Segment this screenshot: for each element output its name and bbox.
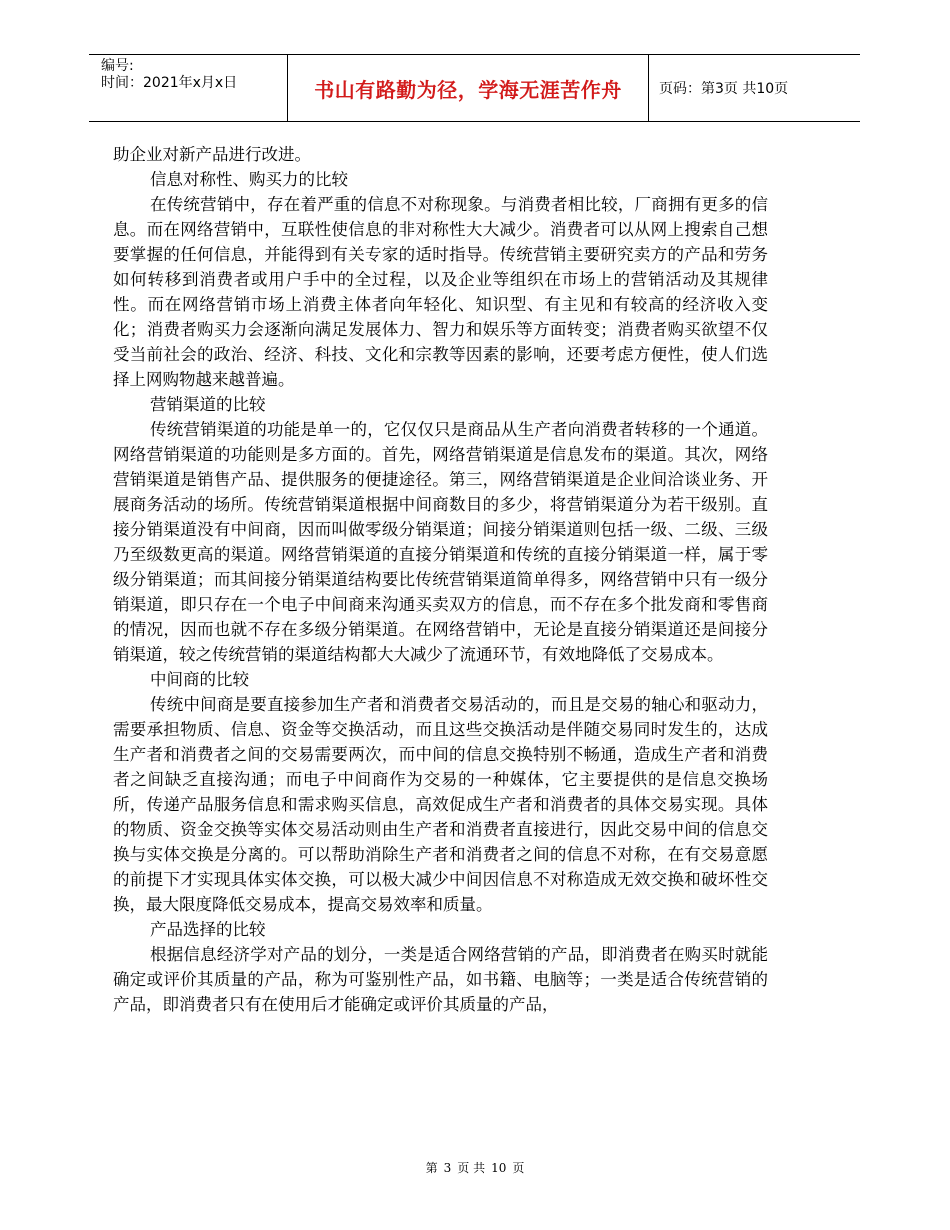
footer-suffix: 页 bbox=[512, 1161, 525, 1175]
code-label: 编号: bbox=[101, 58, 134, 74]
document-body bbox=[113, 142, 768, 1017]
page-header bbox=[89, 54, 860, 122]
paragraph: 根据信息经济学对产品的划分，一类是适合网络营销的产品，即消费者在购买时就能确定或评价其质量的产品，称为可鉴别性产品，如书籍、电脑等；一类是适合传统营销的产品，即消费者只有在使用后才能确定或评价其质量的产品， bbox=[113, 945, 768, 1014]
footer-page-number: 3 bbox=[443, 1161, 452, 1175]
section-heading: 中间商的比较 bbox=[150, 670, 249, 689]
paragraph: 传统中间商是要直接参加生产者和消费者交易活动的，而且是交易的轴心和驱动力，需要承担物质、信息、资金等交换活动，而且这些交换活动是伴随交易同时发生的，达成生产者和消费者之间的交易需要两次，而中间的信息交换特别不畅通，造成生产者和消费者之间缺乏直接沟通；而电子中间商作为交易的一种媒体，它主要提供的是信息交换场所，传递产品服务信息和需求购买信息，高效促成生产者和消费者的具体交易实现。具体的物质、资金交换等实体交易活动则由生产者和消费者直接进行，因此交易中间的信息交换与实体交换是分离的。可以帮助消除生产者和消费者之间的信息不对称，在有交易意愿的前提下才实现具体实体交换，可以极大减少中间因信息不对称造成无效交换和破坏性交换，最大限度降低交易成本，提高交易效率和质量。 bbox=[113, 695, 768, 914]
page-footer bbox=[0, 1159, 950, 1176]
section-heading: 产品选择的比较 bbox=[150, 920, 266, 939]
footer-prefix: 第 bbox=[425, 1161, 438, 1175]
footer-total-pages: 10 bbox=[491, 1161, 507, 1175]
time-label: 时间：2021年x月x日 bbox=[101, 75, 238, 91]
footer-middle: 页 共 bbox=[457, 1161, 486, 1175]
header-meta bbox=[89, 55, 287, 121]
paragraph: 在传统营销中，存在着严重的信息不对称现象。与消费者相比较，厂商拥有更多的信息。而在网络营销中，互联性使信息的非对称性大大减少。消费者可以从网上搜索自己想要掌握的任何信息，并能得到有关专家的适时指导。传统营销主要研究卖方的产品和劳务如何转移到消费者或用户手中的全过程，以及企业等组织在市场上的营销活动及其规律性。而在网络营销市场上消费主体者向年轻化、知识型、有主见和有较高的经济收入变化；消费者购买力会逐渐向满足发展体力、智力和娱乐等方面转变；消费者购买欲望不仅受当前社会的政治、经济、科技、文化和宗教等因素的影响，还要考虑方便性，使人们选择上网购物越来越普遍。 bbox=[113, 195, 768, 389]
header-motto: 书山有路勤为径，学海无涯苦作舟 bbox=[287, 55, 649, 121]
paragraph: 传统营销渠道的功能是单一的，它仅仅只是商品从生产者向消费者转移的一个通道。网络营销渠道的功能则是多方面的。首先，网络营销渠道是信息发布的渠道。其次，网络营销渠道是销售产品、提供服务的便捷途径。第三，网络营销渠道是企业间洽谈业务、开展商务活动的场所。传统营销渠道根据中间商数目的多少，将营销渠道分为若干级别。直接分销渠道没有中间商，因而叫做零级分销渠道；间接分销渠道则包括一级、二级、三级乃至级数更高的渠道。网络营销渠道的直接分销渠道和传统的直接分销渠道一样，属于零级分销渠道；而其间接分销渠道结构要比传统营销渠道简单得多，网络营销中只有一级分销渠道，即只存在一个电子中间商来沟通买卖双方的信息，而不存在多个批发商和零售商的情况，因而也就不存在多级分销渠道。在网络营销中，无论是直接分销渠道还是间接分销渠道，较之传统营销的渠道结构都大大减少了流通环节，有效地降低了交易成本。 bbox=[113, 420, 768, 664]
section-heading: 营销渠道的比较 bbox=[150, 395, 266, 414]
section-heading: 信息对称性、购买力的比较 bbox=[150, 170, 348, 189]
header-page-info: 页码：第3页 共10页 bbox=[659, 81, 789, 97]
paragraph: 助企业对新产品进行改进。 bbox=[113, 145, 311, 164]
